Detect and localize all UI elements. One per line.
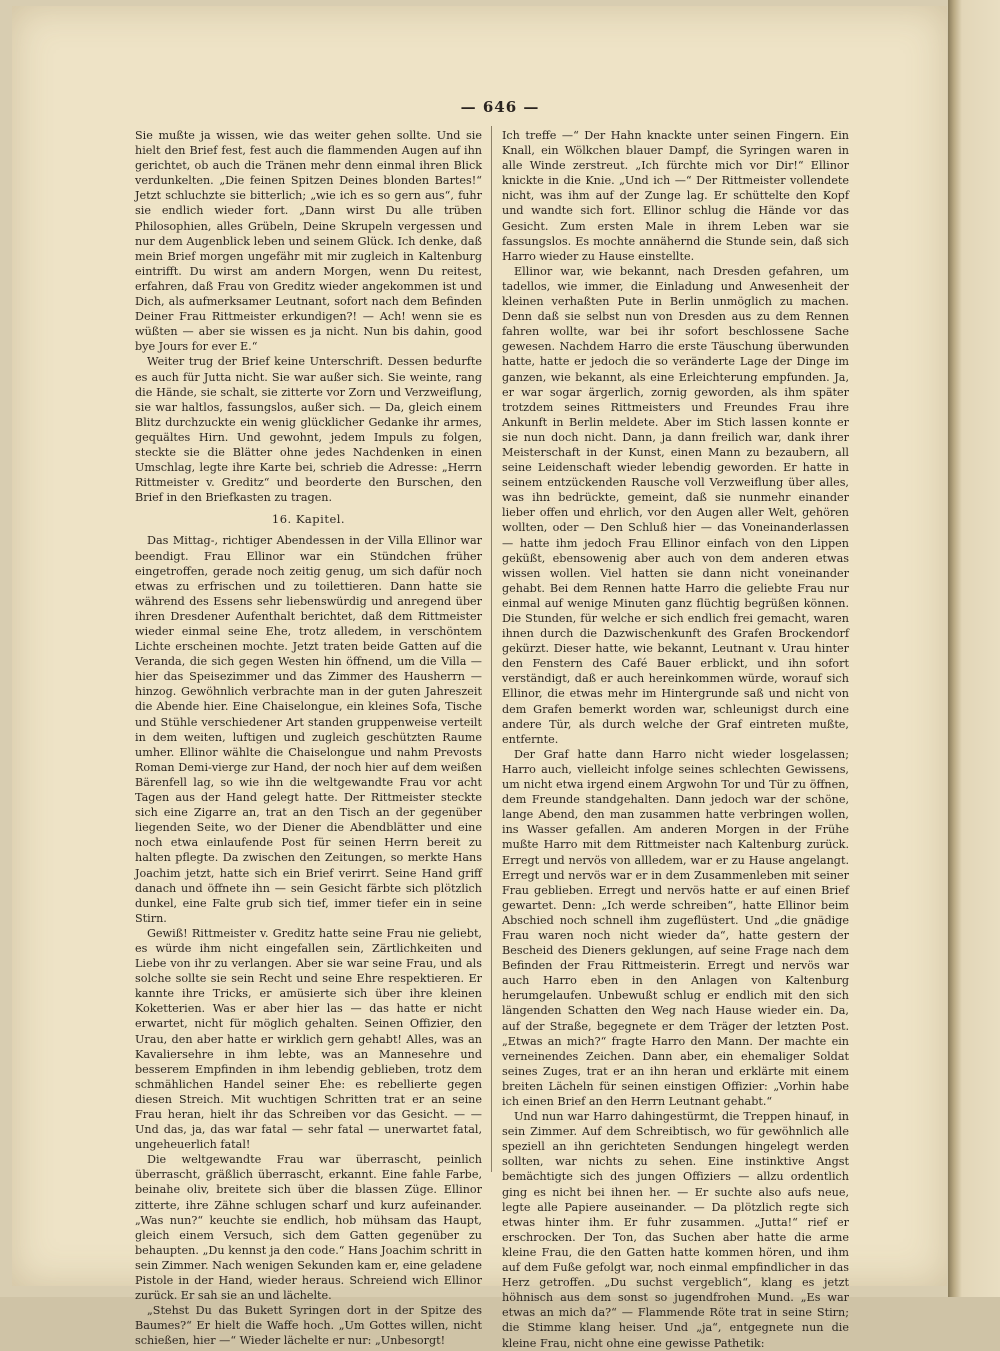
paragraph: Gewiß! Rittmeister v. Greditz hatte seine Frau nie geliebt, es würde ihm nicht eingefallen sein, Zärtlichkeiten und Liebe von ihr zu verlangen. Aber sie war seine Frau, und als solche sollte sie sein Recht und seine Ehre respektieren. Er kannte ihre Tricks, er amüsierte sich über ihre kleinen Koketterien. Was er aber hier las — das hatte er nicht erwartet, nicht für möglich gehalten. Seinen Offizier, den Urau, den aber hatte er wirklich gern gehabt! Alles, was an Kavaliersehre in ihm lebte, was an Mannesehre und besserem Empfinden in ihm lebendig geblieben, trotz dem schmählichen Handel seiner Ehe: es rebellierte gegen diesen Streich. Mit wuchtigen Schritten trat er an seine Frau heran, hielt ihr das Schreiben vor das Gesicht. — — Und das, ja, das war fatal — sehr fatal — unerwartet fatal, ungeheuerlich fatal!: [135, 926, 482, 1152]
column-divider: [491, 126, 492, 1172]
right-text-column: [502, 128, 849, 1351]
paragraph: „Stehst Du das Bukett Syringen dort in der Spitze des Baumes?“ Er hielt die Waffe hoch. „Um Gottes willen, nicht schießen, hier —“ Wieder lächelte er nur: „Unbesorgt!: [135, 1304, 482, 1348]
paragraph: Ellinor war, wie bekannt, nach Dresden gefahren, um tadellos, wie immer, die Einladung und Anwesenheit der kleinen verhaßten Pute in Berlin unmöglich zu machen. Denn daß sie selbst nun von Dresden aus zu dem Rennen fahren wollte, war bei ihr sofort beschlossene Sache gewesen. Nachdem Harro die erste Täuschung überwunden hatte, hatte er jedoch die so veränderte Lage der Dinge im ganzen, wie bekannt, als eine Erleichterung empfunden. Ja, er war sogar ärgerlich, zornig geworden, als ihm später trotzdem seines Rittmeisters und Freundes Frau ihre Ankunft in Berlin meldete. Aber im Stich lassen konnte er sie nun doch nicht. Dann, ja dann freilich war, dank ihrer Meisterschaft in der Kunst, einen Mann zu bezaubern, all seine Leidenschaft wieder lebendig geworden. Er hatte in seinem entzückenden Rausche voll Verzweiflung über alles, was ihn bedrückte, gemeint, daß sie nunmehr einander lieber offen und ehrlich, vor den Augen aller Welt, gehören wollten, oder — Den Schluß hier — das Voneinanderlassen — hatte ihm jedoch Frau Ellinor einfach von den Lippen geküßt, ebensowenig aber auch von dem anderen etwas wissen wollen. Viel hatten sie dann nicht voneinander gehabt. Bei dem Rennen hatte Harro die geliebte Frau nur einmal auf wenige Minuten ganz flüchtig begrüßen können. Die Stunden, für welche er sich endlich frei gemacht, waren ihnen durch die Dazwischenkunft des Grafen Brockendorf gekürzt. Dieser hatte, wie bekannt, Leutnant v. Urau hinter den Fenstern des Café Bauer erblickt, und ihn sofort verständigt, daß er auch hereinkommen würde, worauf sich Ellinor, die etwas mehr im Hintergrunde saß und nicht von dem Grafen bemerkt worden war, schleunigst durch eine andere Tür, als durch welche der Graf eintreten mußte, entfernte.: [502, 264, 849, 746]
left-text-column: [135, 128, 482, 1349]
paragraph: Ich treffe —“ Der Hahn knackte unter seinen Fingern. Ein Knall, ein Wölkchen blauer Dampf, die Syringen waren in alle Winde zerstreut. „Ich fürchte mich vor Dir!“ Ellinor knickte in die Knie. „Und ich —“ Der Rittmeister vollendete nicht, was ihm auf der Zunge lag. Er schüttelte den Kopf und wandte sich fort. Ellinor schlug die Hände vor das Gesicht. Zum ersten Male in ihrem Leben war sie fassungslos. Es mochte annähernd die Stunde sein, daß sich Harro wieder zu Hause einstellte.: [502, 129, 849, 263]
paragraph: Der Graf hatte dann Harro nicht wieder losgelassen; Harro auch, vielleicht infolge seines schlechten Gewissens, um nicht etwa irgend einem Argwohn Tor und Tür zu öffnen, dem Freunde standgehalten. Dann jedoch war der schöne, lange Abend, den man zusammen hatte verbringen wollen, ins Wasser gefallen. Am anderen Morgen in der Frühe mußte Harro mit dem Rittmeister nach Kaltenburg zurück. Erregt und nervös von allledem, war er zu Hause angelangt. Erregt und nervös war er in dem Zusammenleben mit seiner Frau geblieben. Erregt und nervös hatte er auf einen Brief gewartet. Denn: „Ich werde schreiben“, hatte Ellinor beim Abschied noch schnell ihm zugeflüstert. Und „die gnädige Frau waren noch nicht wieder da“, hatte gestern der Bescheid des Dieners geklungen, auf seine Frage nach dem Befinden der Frau Rittmeisterin. Erregt und nervös war auch Harro eben in den Anlagen von Kaltenburg herumgelaufen. Unbewußt schlug er endlich mit den sich längenden Schatten den Weg nach Hause wieder ein. Da, auf der Straße, begegnete er dem Träger der letzten Post. „Etwas an mich?“ fragte Harro den Mann. Der machte ein verneinendes Zeichen. Dann aber, ein ehemaliger Soldat seines Zuges, trat er an ihn heran und erklärte mit einem breiten Lächeln für seinen einstigen Offizier: „Vorhin habe ich einen Brief an den Herrn Leutnant gehabt.“: [502, 747, 849, 1108]
paragraph: Sie mußte ja wissen, wie das weiter gehen sollte. Und sie hielt den Brief fest, fest auch die flammenden Augen auf ihn gerichtet, ob auch die Tränen mehr denn einmal ihren Blick verdunkelten. „Die feinen Spitzen Deines blonden Bartes!“ Jetzt schluchzte sie bitterlich; „wie ich es so gern aus“, fuhr sie endlich wieder fort. „Dann wirst Du alle trüben Philosophien, alles Grübeln, Deine Skrupeln vergessen und nur dem Augenblick leben und seinem Glück. Ich denke, daß mein Brief morgen ungefähr mit mir zugleich in Kaltenburg eintrifft. Du wirst am andern Morgen, wenn Du reitest, erfahren, daß Frau von Greditz wieder angekommen ist und Dich, als aufmerksamer Leutnant, sofort nach dem Befinden Deiner Frau Rittmeister erkundigen?! — Ach! wenn sie es wüßten — aber sie wissen es ja nicht. Nun bis dahin, good bye Jours for ever E.“: [135, 129, 482, 354]
adjacent-page-edge: [948, 0, 1000, 1297]
paragraph: Und nun war Harro dahingestürmt, die Treppen hinauf, in sein Zimmer. Auf dem Schreibtisch, wo für gewöhnlich alle speziell an ihn gerichteten Sendungen hingelegt werden sollten, war nichts zu sehen. Eine instinktive Angst bemächtigte sich des jungen Offiziers — allzu ordentlich ging es nicht bei ihnen her. — Er suchte also aufs neue, legte alle Papiere auseinander. — Da plötzlich regte sich etwas hinter ihm. Er fuhr zusammen. „Jutta!“ rief er erschrocken. Der Ton, das Suchen aber hatte die arme kleine Frau, die den Gatten hatte kommen hören, und ihm auf dem Fuße gefolgt war, noch einmal empfindlicher in das Herz getroffen. „Du suchst vergeblich“, klang es jetzt höhnisch aus dem sonst so jugendfrohen Mund. „Es war etwas an mich da?“ — Flammende Röte trat in seine Stirn; die Stimme klang heiser. Und „ja“, entgegnete nun die kleine Frau, nicht ohne eine gewisse Pathetik:: [502, 1110, 849, 1350]
page-number: — 646 —: [460, 98, 540, 116]
paragraph: Die weltgewandte Frau war überrascht, peinlich überrascht, gräßlich überrascht, erkannt. Eine fahle Farbe, beinahe oliv, breitete sich über die blassen Züge. Ellinor zitterte, ihre Zähne schlugen scharf und kurz aufeinander. „Was nun?“ keuchte sie endlich, hob mühsam das Haupt, gleich einem Versuch, sich dem Gatten gegenüber zu behaupten. „Du kennst ja den code.“ Hans Joachim schritt in sein Zimmer. Nach wenigen Sekunden kam er, eine geladene Pistole in der Hand, wieder heraus. Schreiend wich Ellinor zurück. Er sah sie an und lächelte.: [135, 1153, 482, 1303]
chapter-heading: 16. Kapitel.: [271, 512, 346, 527]
paragraph: Das Mittag-, richtiger Abendessen in der Villa Ellinor war beendigt. Frau Ellinor war ein Stündchen früher eingetroffen, gerade noch zeitig genug, um sich dafür noch etwas zu erfrischen und zu toilettieren. Dann hatte sie während des Essens sehr liebenswürdig und anregend über ihren Dresdener Aufenthalt berichtet, daß dem Rittmeister wieder einmal seine Ehe, trotz alledem, in verschöntem Lichte erscheinen mochte. Jetzt traten beide Gatten auf die Veranda, die sich gegen Westen hin öffnend, um die Villa — hier das Speisezimmer und das Zimmer des Hausherrn — hinzog. Gewöhnlich verbrachte man in der guten Jahreszeit die Abende hier. Eine Chaiselongue, ein kleines Sofa, Tische und Stühle verschiedener Art standen gruppenweise verteilt in dem weiten, luftigen und zugleich geschützten Raume umher. Ellinor wählte die Chaiselongue und nahm Prevosts Roman Demi-vierge zur Hand, der noch hier auf dem weißen Bärenfell lag, so wie ihn die weltgewandte Frau vor acht Tagen aus der Hand gelegt hatte. Der Rittmeister steckte sich eine Zigarre an, trat an den Tisch an der gegenüber liegenden Seite, wo der Diener die Abendblätter und eine noch etwa einlaufende Post für seinen Herrn bereit zu halten pflegte. Da zwischen den Zeitungen, so merkte Hans Joachim jetzt, hatte sich ein Brief verirrt. Seine Hand griff danach und öffnete ihn — sein Gesicht färbte sich plötzlich dunkel, eine Falte grub sich tief, immer tiefer ein in seine Stirn.: [135, 534, 482, 925]
paragraph: Weiter trug der Brief keine Unterschrift. Dessen bedurfte es auch für Jutta nicht. Sie war außer sich. Sie weinte, rang die Hände, sie schalt, sie zitterte vor Zorn und Verzweiflung, sie war haltlos, fassungslos, außer sich. — Da, gleich einem Blitz durchzuckte ein wenig glücklicher Gedanke ihr armes, gequältes Hirn. Und gewohnt, jedem Impuls zu folgen, steckte sie die Blätter ohne jedes Nachdenken in einen Umschlag, legte ihre Karte bei, schrieb die Adresse: „Herrn Rittmeister v. Greditz“ und beorderte den Burschen, den Brief in den Briefkasten zu tragen.: [135, 355, 482, 505]
